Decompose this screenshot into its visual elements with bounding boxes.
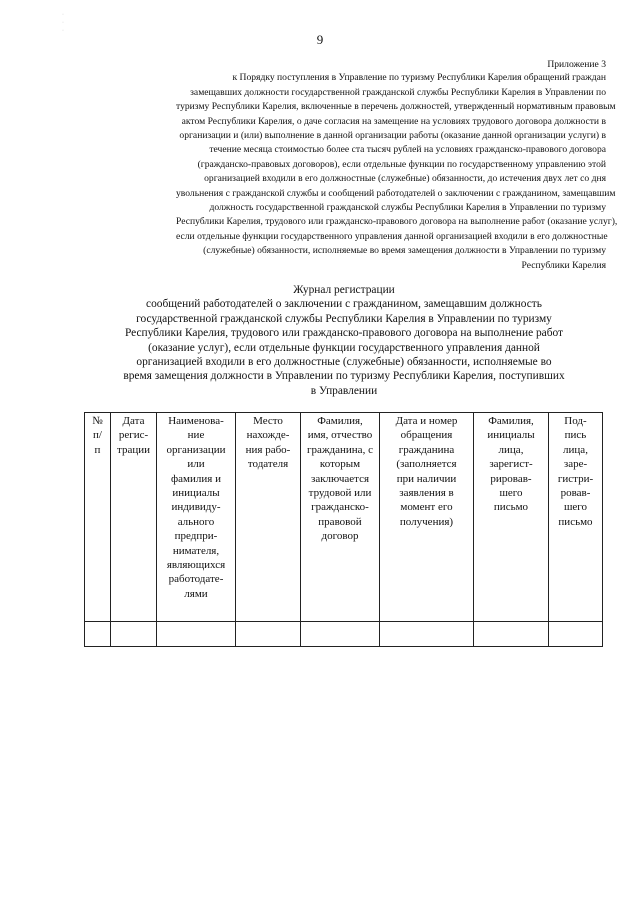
column-header-6 xyxy=(380,413,474,622)
column-header-line: инициалы xyxy=(487,429,535,442)
column-header-line: п xyxy=(94,443,101,456)
appendix-line: Республики Карелия, трудового или гражданско-правового договора на выполнение работ (оказание услуг), xyxy=(176,216,618,228)
appendix-line: организации и (или) выполнение в данной организации работы (оказание данной организации услуги) в xyxy=(179,130,606,142)
appendix-line: замещавших должности государственной гражданской службы Республики Карелия в Управлении по xyxy=(190,86,606,98)
column-header-line: заключается xyxy=(310,472,370,485)
column-header-line: Дата xyxy=(122,415,145,427)
appendix-line: туризму Республики Карелия, включенные в перечень должностей, утвержденный нормативным правовым xyxy=(176,101,616,113)
column-header-line: трудовой или xyxy=(308,487,372,500)
appendix-header xyxy=(176,58,618,273)
appendix-line: (гражданско-правовых договоров), если отдельные функции по государственному управлению этой xyxy=(197,158,606,170)
column-header-1 xyxy=(85,413,111,622)
column-header-line: № xyxy=(92,415,103,427)
column-header-4 xyxy=(236,413,301,622)
column-header-line: договор xyxy=(321,530,359,543)
column-header-7 xyxy=(474,413,549,622)
appendix-label: Приложение 3 xyxy=(547,59,606,70)
table-row xyxy=(85,622,603,647)
column-header-line: лями xyxy=(184,587,208,600)
table-cell-col-7[interactable] xyxy=(474,622,549,647)
column-header-line: Наименова- xyxy=(168,415,224,427)
journal-subtitle-line: государственной гражданской службы Республики Карелия в Управлении по туризму xyxy=(136,312,552,325)
journal-subtitle-line: (оказание услуг), если отдельные функции государственного управления данной xyxy=(148,341,540,354)
column-header-line: зарегист- xyxy=(489,458,533,471)
column-header-line: инициалы xyxy=(172,487,220,500)
column-header-line: предпри- xyxy=(174,530,218,543)
column-header-line: пись xyxy=(564,429,587,442)
column-header-line: нимателя, xyxy=(172,544,220,557)
column-header-line: работодате- xyxy=(168,573,224,586)
column-header-5 xyxy=(301,413,380,622)
column-header-line: ния рабо- xyxy=(245,443,291,456)
column-header-line: заявления в xyxy=(399,487,454,500)
column-header-line: регис- xyxy=(118,429,149,442)
journal-subtitle-line: в Управлении xyxy=(310,384,378,397)
journal-subtitle-line: сообщений работодателей о заключении с гражданином, замещавшим должность xyxy=(146,298,542,311)
table-header-row xyxy=(85,413,603,622)
column-header-line: письмо xyxy=(493,501,529,514)
column-header-line: нахожде- xyxy=(246,429,290,442)
column-header-line: (заполняется xyxy=(396,458,457,471)
column-header-line: гражданина xyxy=(398,443,455,456)
column-header-line: Под- xyxy=(564,415,587,427)
table-cell-col-8[interactable] xyxy=(549,622,603,647)
column-header-line: ального xyxy=(177,515,215,528)
column-header-line: тодателя xyxy=(247,458,289,471)
column-header-line: Место xyxy=(253,415,283,427)
column-header-line: гражданско- xyxy=(311,501,369,514)
journal-subtitle-line: Республики Карелия, трудового или гражданско-правового договора на выполнение работ xyxy=(124,327,564,340)
column-header-line: гражданина, с xyxy=(307,443,373,456)
column-header-line: которым xyxy=(319,458,361,471)
appendix-line: (служебные) обязанности, исполняемые во время замещения должности в Управлении по туризму xyxy=(203,245,606,257)
column-header-line: гистри- xyxy=(557,472,594,485)
page-number: 9 xyxy=(316,32,324,47)
appendix-line: к Порядку поступления в Управление по туризму Республики Карелия обращений граждан xyxy=(232,72,606,84)
column-header-line: письмо xyxy=(558,515,593,528)
column-header-line: фамилия и xyxy=(171,472,221,485)
column-header-line: шего xyxy=(563,501,588,514)
column-header-line: организации xyxy=(166,443,226,456)
journal-heading: Журнал регистрации xyxy=(293,284,395,296)
column-header-3 xyxy=(157,413,236,622)
appendix-line: актом Республики Карелия, о даче согласия на замещение на условиях трудового договора должности в xyxy=(181,115,606,127)
table-cell-col-2[interactable] xyxy=(111,622,157,647)
column-header-line: Дата и номер xyxy=(395,415,458,427)
table-cell-col-6[interactable] xyxy=(380,622,474,647)
column-header-line: являющихся xyxy=(166,559,226,572)
column-header-line: ние xyxy=(187,429,205,442)
column-header-line: лица, xyxy=(498,443,524,456)
column-header-line: или xyxy=(187,458,205,471)
column-header-line: трации xyxy=(117,443,150,456)
table-body xyxy=(85,622,603,647)
column-header-line: Фамилия, xyxy=(488,415,534,427)
column-header-line: момент его xyxy=(400,501,453,514)
appendix-line: организацией входили в его должностные (служебные) обязанности, до истечения двух лет со дня xyxy=(204,173,606,185)
column-header-line: при наличии xyxy=(396,472,457,485)
column-header-line: шего xyxy=(499,487,523,500)
appendix-line: увольнения с гражданской службы и сообщений работодателей о заключении с гражданином, замещавшим xyxy=(176,187,616,199)
column-header-2 xyxy=(111,413,157,622)
appendix-line: должность государственной гражданской службы Республики Карелия в Управлении по туризму xyxy=(209,202,606,214)
table-cell-col-3[interactable] xyxy=(157,622,236,647)
journal-subtitle-line: организацией входили в его должностные (служебные) обязанности, исполняемые во xyxy=(136,356,552,369)
appendix-line: Республики Карелия xyxy=(521,259,606,271)
appendix-line: если отдельные функции государственного управления данной организацией входили в его должностные xyxy=(176,230,608,242)
table-cell-col-1[interactable] xyxy=(85,622,111,647)
column-header-8 xyxy=(549,413,603,622)
column-header-line: обращения xyxy=(400,429,453,442)
column-header-line: ровав- xyxy=(560,487,591,500)
journal-title xyxy=(84,283,604,398)
column-header-line: получения) xyxy=(399,515,454,528)
column-header-line: рировав- xyxy=(490,472,532,485)
table-cell-col-4[interactable] xyxy=(236,622,301,647)
column-header-line: индивиду- xyxy=(171,501,221,514)
column-header-line: имя, отчество xyxy=(307,429,373,442)
journal-table xyxy=(84,412,603,647)
journal-subtitle-line: время замещения должности в Управлении по туризму Республики Карелия, поступивших xyxy=(123,370,565,383)
column-header-line: Фамилия, xyxy=(317,415,363,427)
column-header-line: п/ xyxy=(93,429,102,442)
column-header-line: лица, xyxy=(563,443,588,456)
column-header-line: заре- xyxy=(563,458,588,471)
appendix-line: течение месяца стоимостью более ста тысяч рублей на условиях гражданско-правового договора xyxy=(209,144,606,156)
table-cell-col-5[interactable] xyxy=(301,622,380,647)
column-header-line: правовой xyxy=(318,515,362,528)
